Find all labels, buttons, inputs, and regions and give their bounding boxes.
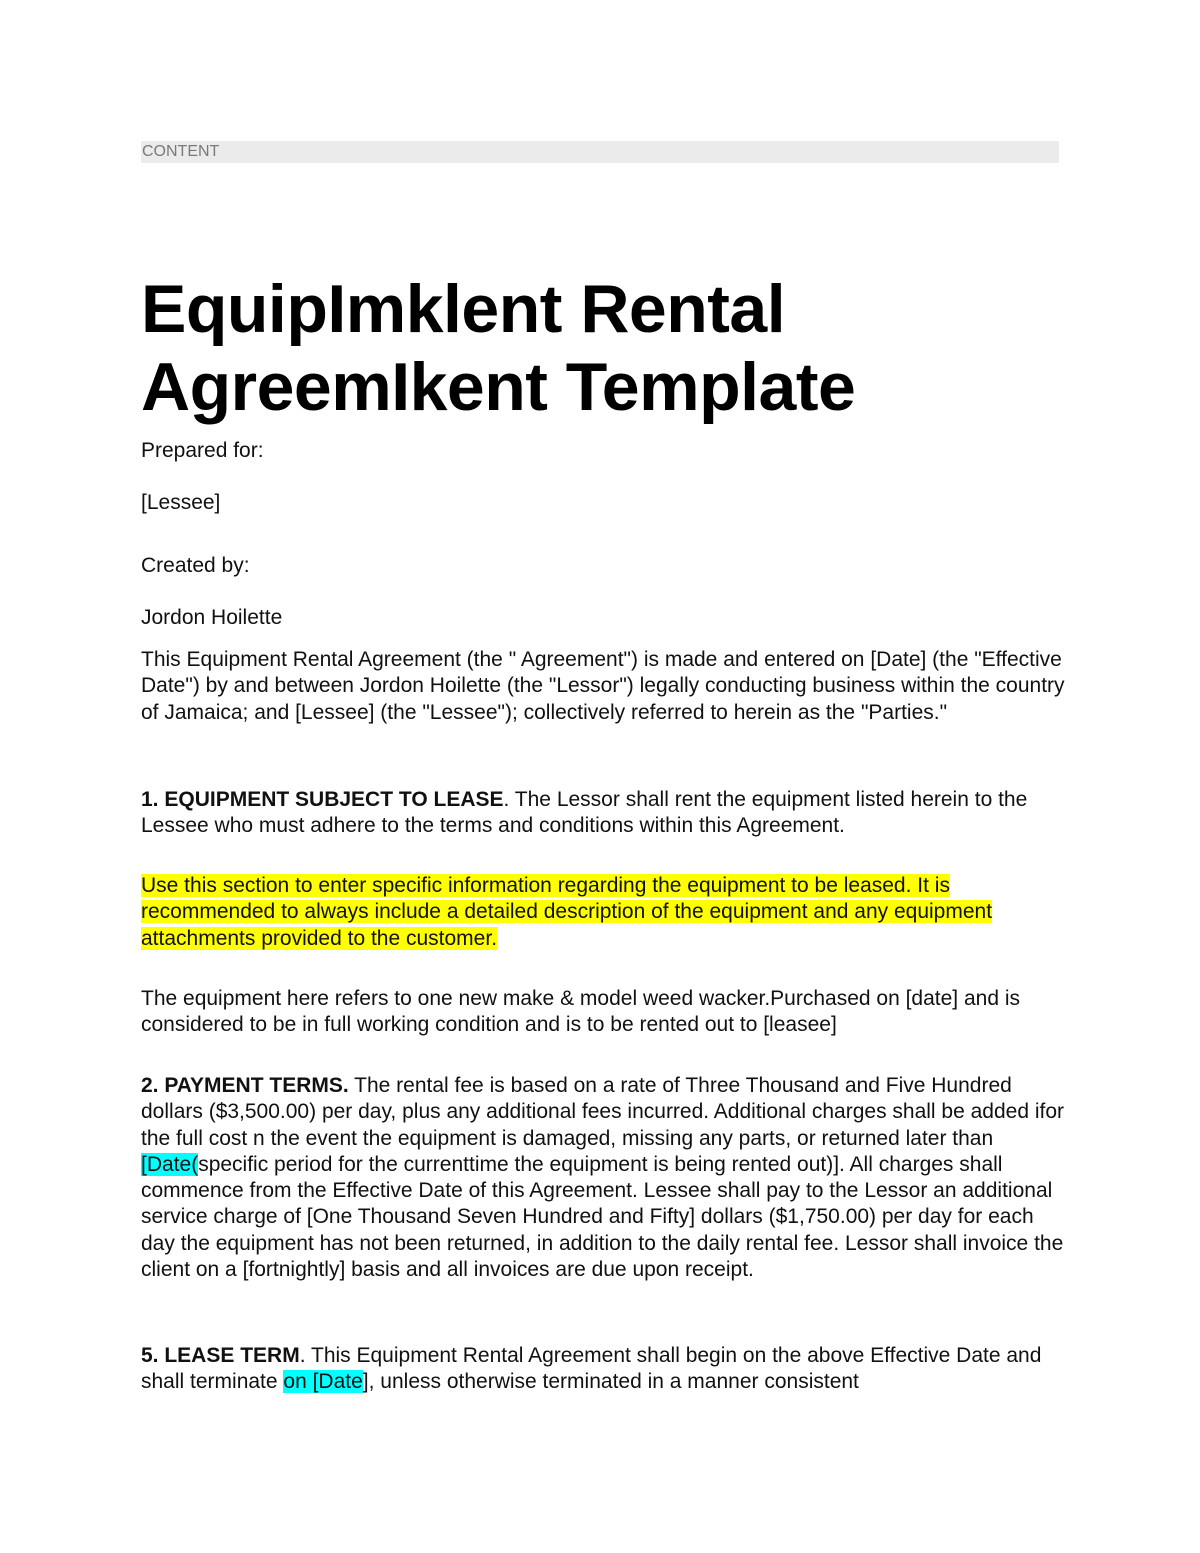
document-title <box>141 270 1071 426</box>
section-1-paragraph <box>141 787 1066 840</box>
section-2-date-highlight: [Date( <box>141 1152 199 1176</box>
section-5-date-highlight: on [Date <box>283 1370 363 1394</box>
section-1-heading: 1. EQUIPMENT SUBJECT TO LEASE <box>141 788 504 811</box>
section-2-paragraph <box>141 1073 1066 1283</box>
section-2-text-after: specific period for the currenttime the equipment is being rented out)]. All charges shall commence from the Effective Date of this Agreement. Lessee shall pay to the Lessor an additional service charge of [One Thousand Seven Hundred and Fifty] dollars ($1,750.00) per day for each day the equipment has not been returned, in addition to the daily rental fee. Lessor shall invoice the client on a [fortnightly] basis and all invoices are due upon receipt. <box>141 1152 1064 1282</box>
section-1-text: . The Lessor shall rent the equipment listed herein to the Lessee who must adhere to the terms and conditions within this Agreement. <box>141 788 1028 838</box>
author-name: Jordon Hoilette <box>141 606 283 629</box>
equipment-description-paragraph: The equipment here refers to one new make & model weed wacker.Purchased on [date] and is considered to be in full working condition and is to be rented out to [leasee] <box>141 987 1021 1037</box>
intro-paragraph: This Equipment Rental Agreement (the " Agreement") is made and entered on [Date] (the "Effective Date") by and between Jordon Hoilette (the "Lessor") legally conducting business within the country of Jamaica; and [Lessee] (the "Lessee"); collectively referred to herein as the "Parties." <box>141 648 1065 724</box>
lessee-placeholder: [Lessee] <box>141 491 221 514</box>
section-2-heading: 2. PAYMENT TERMS. <box>141 1074 349 1097</box>
title-line-2: AgreemIkent Template <box>141 349 856 425</box>
instruction-highlight: Use this section to enter specific information regarding the equipment to be leased. It is recommended to always include a detailed description of the equipment and any equipment attachments provided to the customer. <box>141 874 993 950</box>
section-5-heading: 5. LEASE TERM <box>141 1344 300 1367</box>
section-5-text-after: ], unless otherwise terminated in a manner consistent <box>362 1370 859 1394</box>
created-by-label: Created by: <box>141 554 250 577</box>
content-section-label: CONTENT <box>141 141 1059 163</box>
section-2-text-before: The rental fee is based on a rate of Three Thousand and Five Hundred dollars ($3,500.00) per day, plus any additional fees incurred. Additional charges shall be added ifor the full cost n the event the equipment is damaged, missing any parts, or returned later than <box>141 1074 1065 1150</box>
prepared-for-label: Prepared for: <box>141 439 264 462</box>
section-5-text-before: . This Equipment Rental Agreement shall begin on the above Effective Date and shall terminate <box>141 1344 1042 1394</box>
section-5-paragraph <box>141 1343 1066 1396</box>
title-line-1: EquipImklent Rental <box>141 271 786 347</box>
instruction-paragraph <box>141 873 1066 952</box>
